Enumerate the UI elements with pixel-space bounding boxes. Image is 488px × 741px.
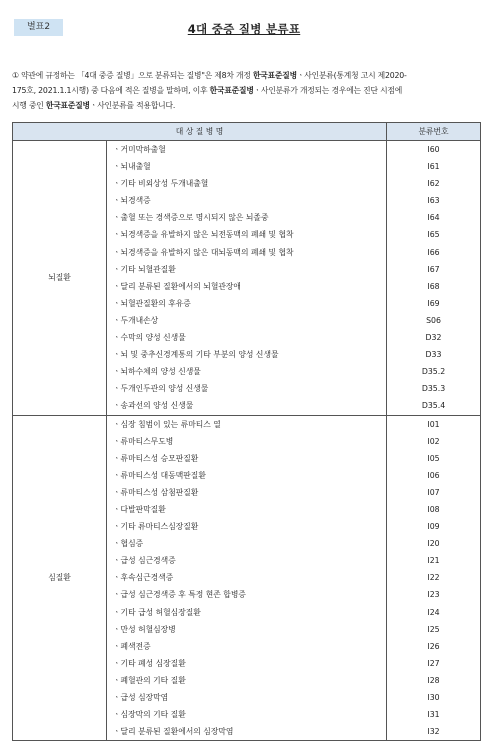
- disease-name-cell: ㆍ류마티스성 삼첨판질환: [107, 484, 387, 501]
- disease-name-cell: ㆍ뇌경색증을 유발하지 않은 뇌전동맥의 폐쇄 및 협착: [107, 226, 387, 243]
- classification-code-cell: I25: [387, 621, 481, 638]
- classification-code-cell: D35.2: [387, 363, 481, 380]
- disease-name-cell: ㆍ만성 허혈심장병: [107, 621, 387, 638]
- classification-code-cell: I08: [387, 501, 481, 518]
- code-header: 분류번호: [387, 123, 481, 141]
- disease-name-cell: ㆍ두개내손상: [107, 312, 387, 329]
- classification-code-cell: I26: [387, 638, 481, 655]
- disease-name-cell: ㆍ수막의 양성 신생물: [107, 329, 387, 346]
- table-body: [13, 141, 481, 741]
- disease-name-header: 대 상 질 병 명: [13, 123, 387, 141]
- classification-code-cell: I06: [387, 467, 481, 484]
- disease-name-cell: ㆍ급성 심장막염: [107, 689, 387, 706]
- category-cell: 뇌질환: [13, 141, 107, 416]
- table-row: [13, 141, 481, 159]
- disease-name-cell: ㆍ달리 분류된 질환에서의 심장막염: [107, 723, 387, 741]
- appendix-badge: 별표2: [14, 19, 63, 36]
- disease-name-cell: ㆍ류마티스성 대동맥판질환: [107, 467, 387, 484]
- classification-code-cell: D35.4: [387, 397, 481, 415]
- classification-code-cell: I30: [387, 689, 481, 706]
- table-header-row: [13, 123, 481, 141]
- intro-paragraph: [12, 69, 480, 113]
- classification-code-cell: I63: [387, 192, 481, 209]
- disease-name-cell: ㆍ뇌혈관질환의 후유증: [107, 295, 387, 312]
- classification-code-cell: S06: [387, 312, 481, 329]
- classification-code-cell: I60: [387, 141, 481, 159]
- disease-name-cell: ㆍ달리 분류된 질환에서의 뇌혈관장애: [107, 278, 387, 295]
- classification-code-cell: I62: [387, 175, 481, 192]
- disease-name-cell: ㆍ기타 폐성 심장질환: [107, 655, 387, 672]
- classification-code-cell: I24: [387, 604, 481, 621]
- classification-code-cell: D35.3: [387, 380, 481, 397]
- classification-code-cell: I20: [387, 535, 481, 552]
- intro-line-3: 시행 중인 한국표준질병ㆍ사인분류를 적용합니다.: [12, 100, 176, 110]
- table-row: [13, 415, 481, 433]
- disease-name-cell: ㆍ심장막의 기타 질환: [107, 706, 387, 723]
- disease-name-cell: ㆍ뇌경색증을 유발하지 않은 대뇌동맥의 폐쇄 및 협착: [107, 244, 387, 261]
- disease-name-cell: ㆍ폐색전증: [107, 638, 387, 655]
- classification-code-cell: I01: [387, 415, 481, 433]
- classification-code-cell: I23: [387, 586, 481, 603]
- classification-code-cell: I32: [387, 723, 481, 741]
- disease-name-cell: ㆍ송과선의 양성 신생물: [107, 397, 387, 415]
- disease-name-cell: ㆍ두개인두관의 양성 신생물: [107, 380, 387, 397]
- document-title: 4대 중증 질병 분류표: [187, 22, 301, 36]
- classification-code-cell: I67: [387, 261, 481, 278]
- classification-code-cell: I65: [387, 226, 481, 243]
- disease-name-cell: ㆍ협심증: [107, 535, 387, 552]
- intro-line-1: ① 약관에 규정하는 「4대 중증 질병」으로 분류되는 질병"은 제8차 개정 한국표준질병ㆍ사인분류(통계청 고시 제2020-: [12, 71, 407, 80]
- disease-name-cell: ㆍ급성 심근경색증 후 특정 현존 합병증: [107, 586, 387, 603]
- classification-code-cell: D32: [387, 329, 481, 346]
- classification-code-cell: I69: [387, 295, 481, 312]
- intro-line-2: 175호, 2021.1.1시행) 중 다음에 적은 질병을 말하며, 이후 한국표준질병ㆍ사인분류가 개정되는 경우에는 진단 시점에: [12, 85, 403, 95]
- category-cell: 심질환: [13, 415, 107, 741]
- disease-name-cell: ㆍ기타 뇌혈관질환: [107, 261, 387, 278]
- disease-name-cell: ㆍ폐혈관의 기타 질환: [107, 672, 387, 689]
- disease-name-cell: ㆍ뇌 및 중추신경계통의 기타 부분의 양성 신생물: [107, 346, 387, 363]
- disease-name-cell: ㆍ뇌내출혈: [107, 158, 387, 175]
- disease-name-cell: ㆍ류마티스성 승모판질환: [107, 450, 387, 467]
- classification-code-cell: I27: [387, 655, 481, 672]
- classification-code-cell: I02: [387, 433, 481, 450]
- disease-name-cell: ㆍ류마티스무도병: [107, 433, 387, 450]
- disease-name-cell: ㆍ심장 침범이 있는 류마티스 열: [107, 415, 387, 433]
- disease-name-cell: ㆍ기타 급성 허혈심장질환: [107, 604, 387, 621]
- disease-name-cell: ㆍ출혈 또는 경색증으로 명시되지 않은 뇌졸중: [107, 209, 387, 226]
- disease-classification-table: [12, 122, 481, 741]
- disease-name-cell: ㆍ뇌경색증: [107, 192, 387, 209]
- disease-name-cell: ㆍ급성 심근경색증: [107, 552, 387, 569]
- classification-code-cell: I31: [387, 706, 481, 723]
- disease-name-cell: ㆍ뇌하수체의 양성 신생물: [107, 363, 387, 380]
- classification-code-cell: I09: [387, 518, 481, 535]
- classification-code-cell: D33: [387, 346, 481, 363]
- classification-code-cell: I64: [387, 209, 481, 226]
- classification-code-cell: I66: [387, 244, 481, 261]
- disease-name-cell: ㆍ후속심근경색증: [107, 569, 387, 586]
- classification-code-cell: I68: [387, 278, 481, 295]
- classification-code-cell: I21: [387, 552, 481, 569]
- disease-name-cell: ㆍ다발판막질환: [107, 501, 387, 518]
- disease-name-cell: ㆍ거미막하출혈: [107, 141, 387, 159]
- classification-code-cell: I07: [387, 484, 481, 501]
- classification-code-cell: I61: [387, 158, 481, 175]
- classification-code-cell: I05: [387, 450, 481, 467]
- classification-code-cell: I28: [387, 672, 481, 689]
- disease-name-cell: ㆍ기타 비외상성 두개내출혈: [107, 175, 387, 192]
- disease-name-cell: ㆍ기타 류마티스심장질환: [107, 518, 387, 535]
- classification-code-cell: I22: [387, 569, 481, 586]
